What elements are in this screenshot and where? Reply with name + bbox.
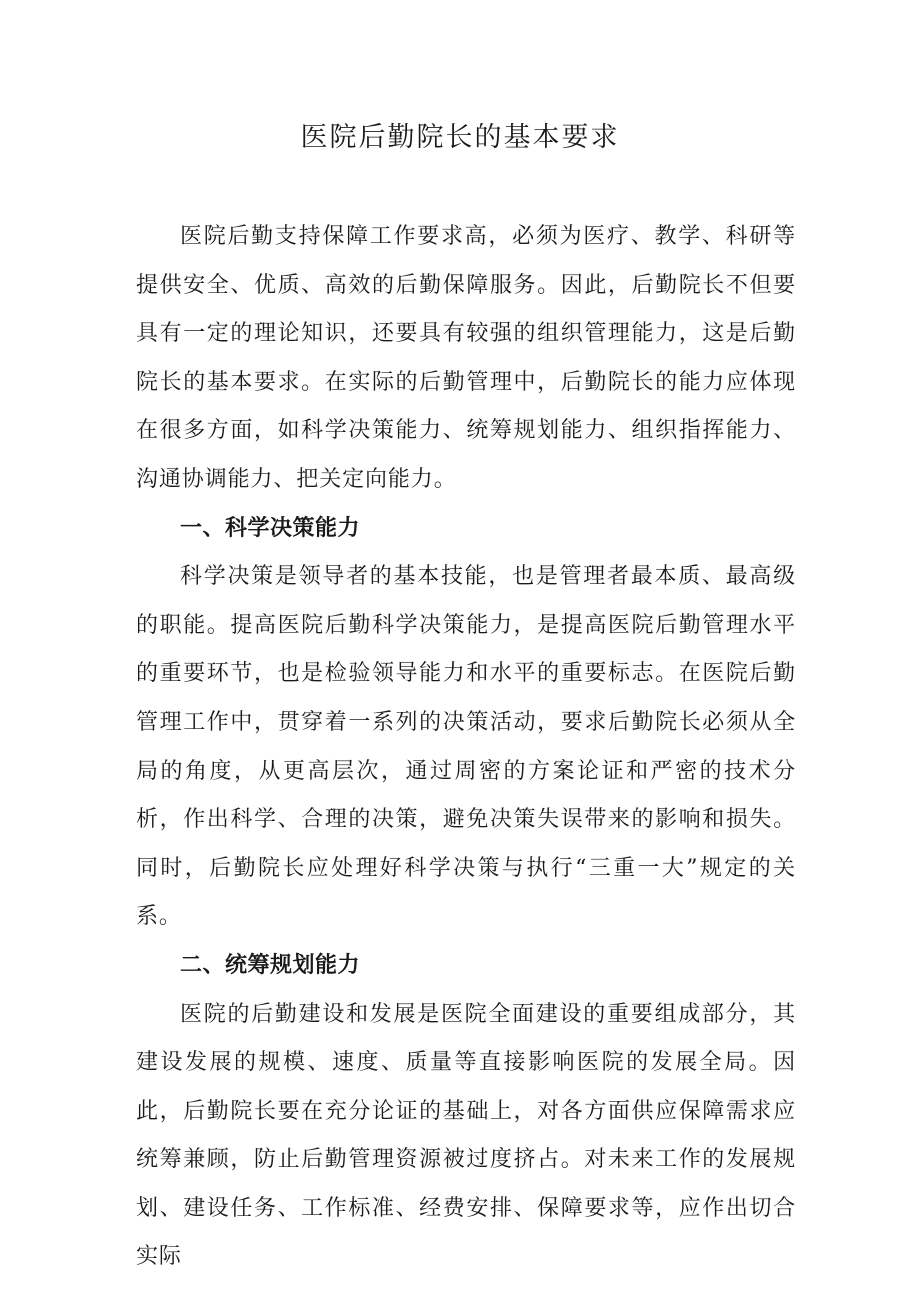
intro-paragraph: 医院后勤支持保障工作要求高，必须为医疗、教学、科研等提供安全、优质、高效的后勤保障服务。因此，后勤院长不但要具有一定的理论知识，还要具有较强的组织管理能力，这是后勤院长的基本要求。在实际的后勤管理中，后勤院长的能力应体现在很多方面，如科学决策能力、统筹规划能力、组织指挥能力、沟通协调能力、把关定向能力。 — [136, 224, 796, 492]
section-heading-decision: 一、科学决策能力 — [180, 515, 361, 541]
document-body — [136, 213, 796, 1282]
section-paragraph-planning: 医院的后勤建设和发展是医院全面建设的重要组成部分，其建设发展的规模、速度、质量等直接影响医院的发展全局。因此，后勤院长要在充分论证的基础上，对各方面供应保障需求应统筹兼顾，防止后勤管理资源被过度挤占。对未来工作的发展规划、建设任务、工作标准、经费安排、保障要求等，应作出切合实际 — [136, 1001, 796, 1270]
section-heading-planning: 二、统筹规划能力 — [180, 952, 361, 978]
section-paragraph-decision: 科学决策是领导者的基本技能，也是管理者最本质、最高级的职能。提高医院后勤科学决策能力，是提高医院后勤管理水平的重要环节，也是检验领导能力和水平的重要标志。在医院后勤管理工作中，贯穿着一系列的决策活动，要求后勤院长必须从全局的角度，从更高层次，通过周密的方案论证和严密的技术分析，作出科学、合理的决策，避免决策失误带来的影响和损失。同时，后勤院长应处理好科学决策与执行“三重一大”规定的关系。 — [136, 564, 796, 930]
document-title: 医院后勤院长的基本要求 — [300, 122, 620, 153]
